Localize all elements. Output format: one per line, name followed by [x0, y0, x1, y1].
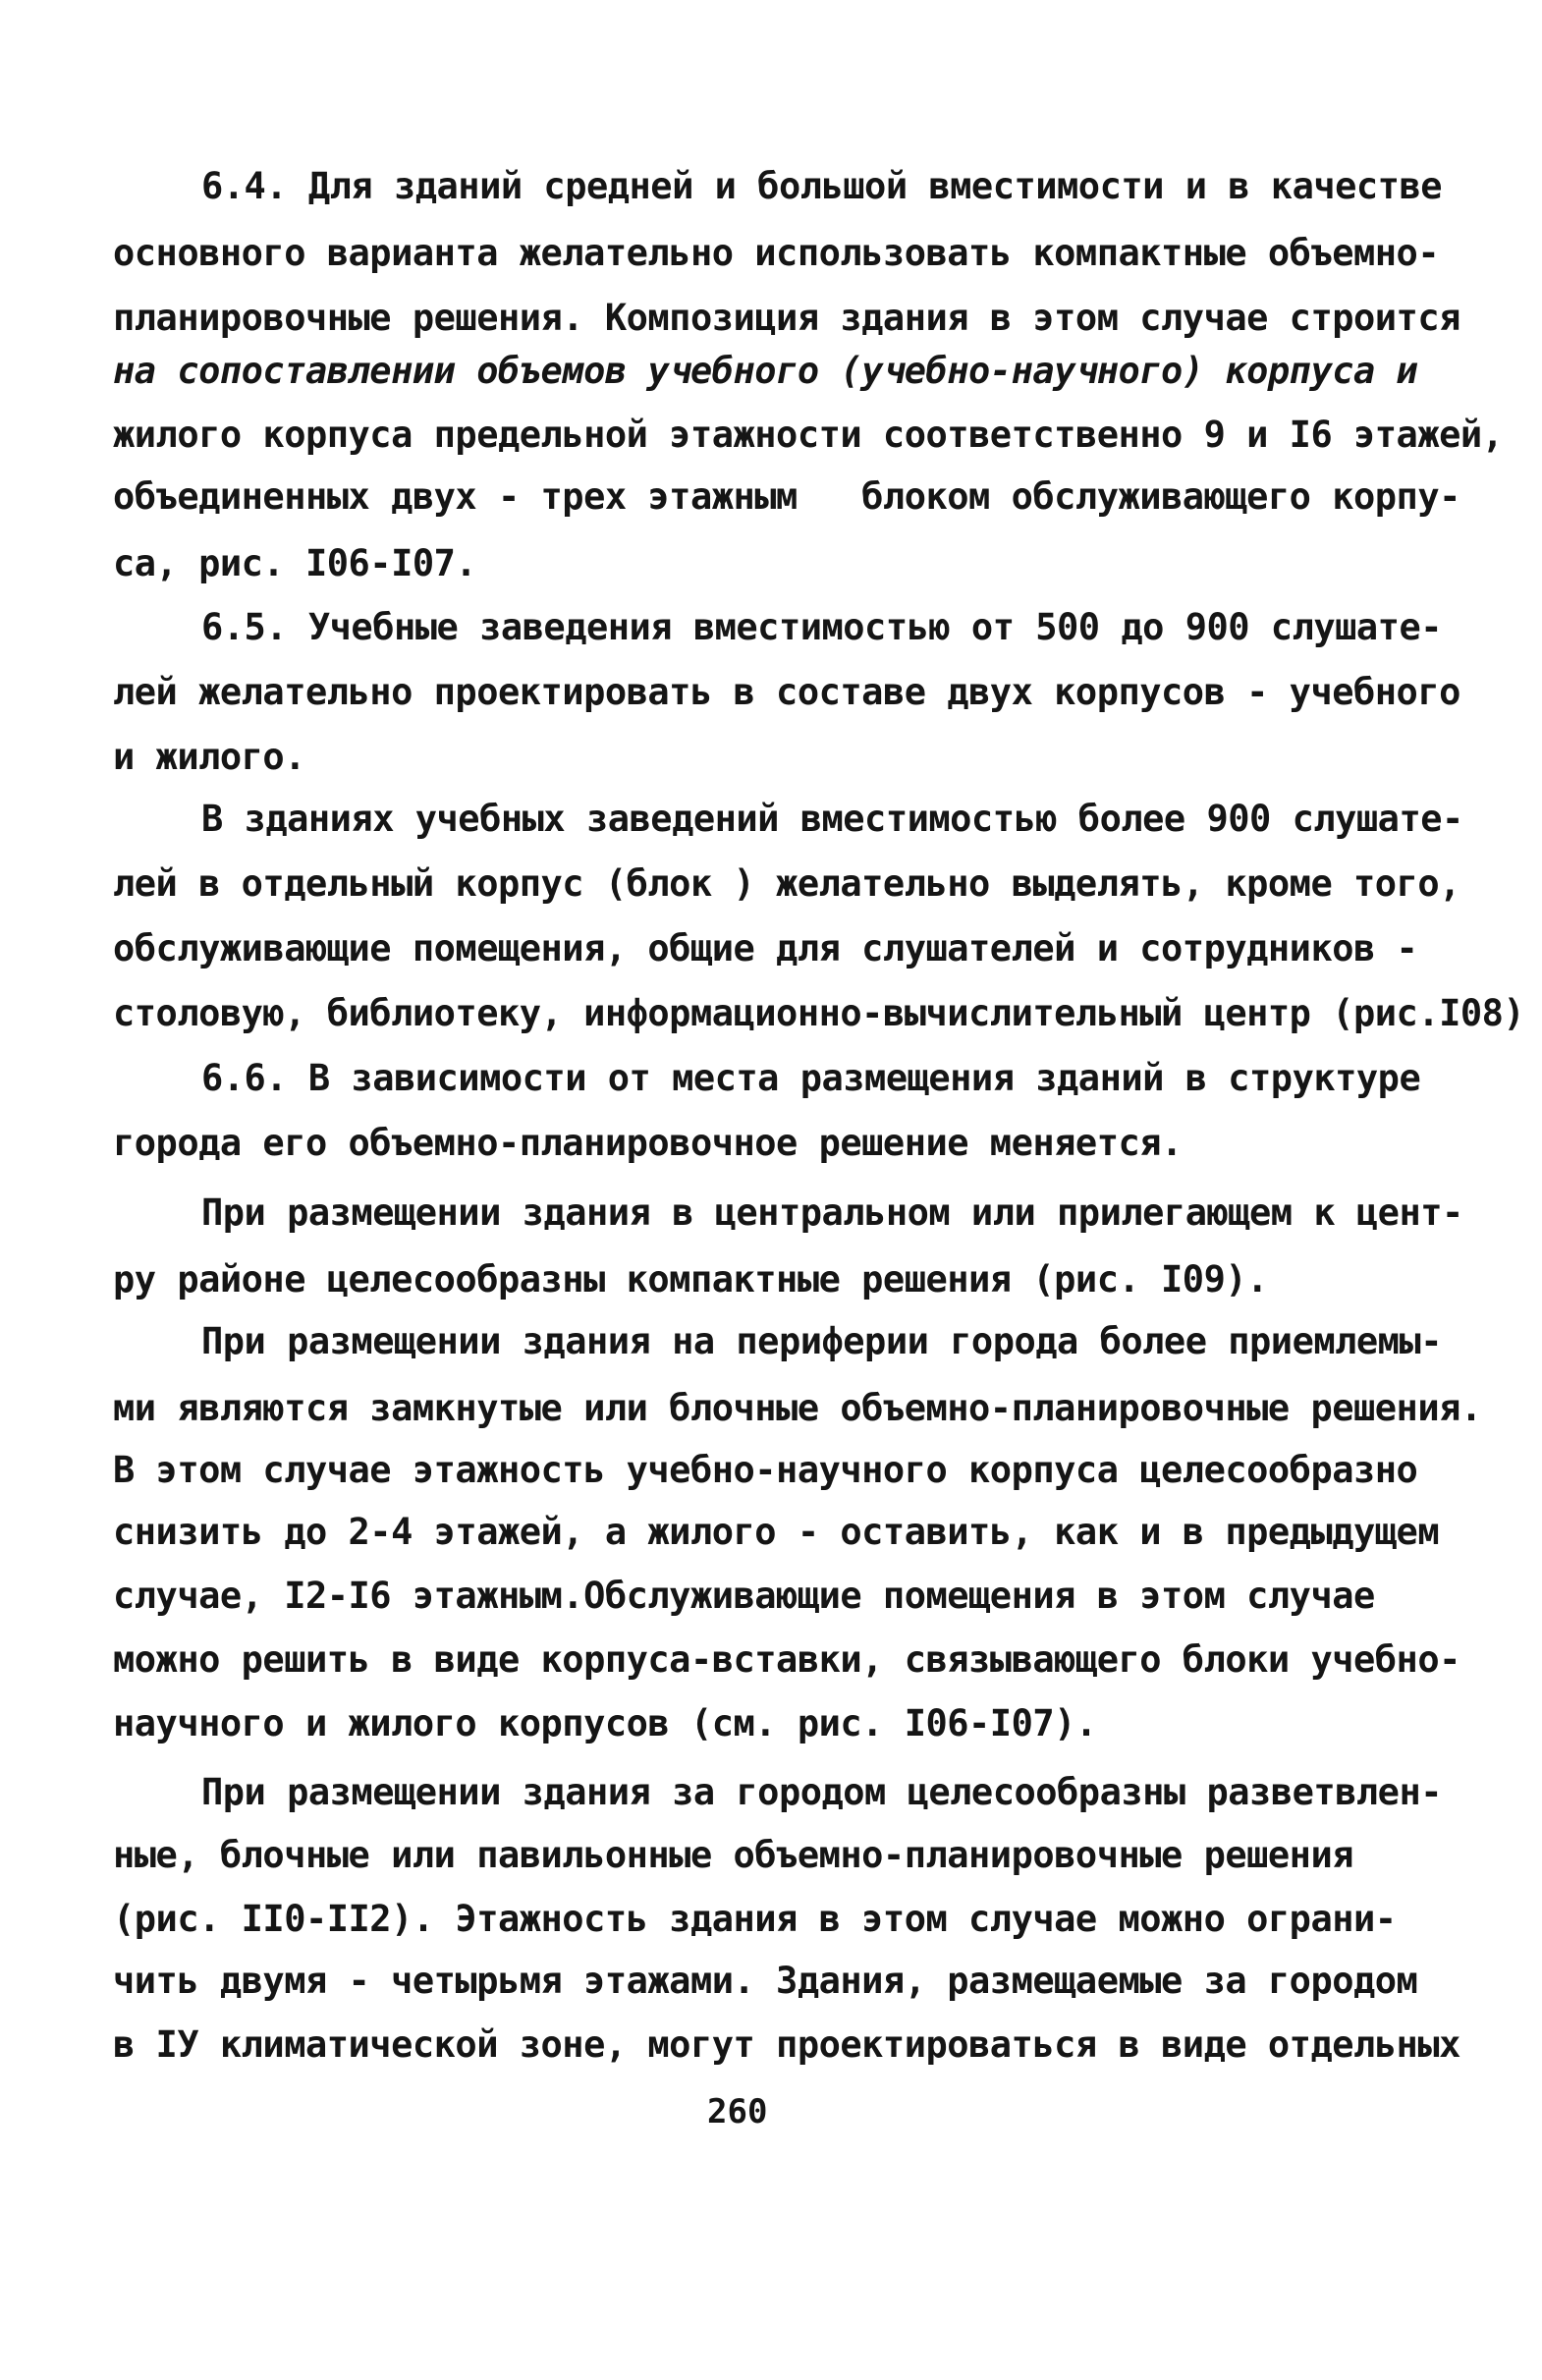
- text-line: лей в отдельный корпус (блок ) желательно выделять, кроме того,: [113, 862, 1460, 905]
- text-line: са, рис. I06-I07.: [113, 542, 477, 584]
- text-line: снизить до 2-4 этажей, а жилого - оставить, как и в предыдущем: [113, 1511, 1440, 1553]
- text-line: планировочные решения. Композиция здания в этом случае строится: [113, 297, 1460, 339]
- text-line: жилого корпуса предельной этажности соответственно 9 и I6 этажей,: [113, 414, 1504, 456]
- text-line: При размещении здания за городом целесообразны разветвлен-: [201, 1771, 1443, 1813]
- text-line: в IУ климатической зоне, могут проектироваться в виде отдельных: [113, 2023, 1460, 2066]
- text-line: При размещении здания в центральном или прилегающем к цент-: [201, 1191, 1463, 1234]
- page-number: 260: [707, 2092, 768, 2131]
- text-line: можно решить в виде корпуса-вставки, связывающего блоки учебно-: [113, 1638, 1460, 1681]
- text-line: (рис. II0-II2). Этажность здания в этом случае можно ограни-: [113, 1898, 1397, 1940]
- text-line: При размещении здания на периферии города более приемлемы-: [201, 1320, 1443, 1362]
- text-line: В зданиях учебных заведений вместимостью более 900 слушате-: [201, 798, 1463, 840]
- text-line: объединенных двух - трех этажным блоком обслуживающего корпу-: [113, 475, 1460, 518]
- text-line: В этом случае этажность учебно-научного корпуса целесообразно: [113, 1449, 1418, 1491]
- text-line: случае, I2-I6 этажным.Обслуживающие помещения в этом случае: [113, 1575, 1375, 1617]
- text-line: обслуживающие помещения, общие для слушателей и сотрудников -: [113, 927, 1418, 969]
- text-line: ми являются замкнутые или блочные объемно-планировочные решения.: [113, 1387, 1482, 1429]
- text-line: ные, блочные или павильонные объемно-планировочные решения: [113, 1834, 1354, 1876]
- text-line: научного и жилого корпусов (см. рис. I06-I07).: [113, 1702, 1097, 1744]
- text-line: лей желательно проектировать в составе двух корпусов - учебного: [113, 671, 1460, 713]
- text-line: и жилого.: [113, 736, 305, 778]
- text-line: столовую, библиотеку, информационно-вычислительный центр (рис.I08): [113, 992, 1525, 1034]
- text-line: основного варианта желательно использовать компактные объемно-: [113, 232, 1440, 274]
- text-line: 6.5. Учебные заведения вместимостью от 500 до 900 слушате-: [201, 606, 1443, 648]
- text-line: города его объемно-планировочное решение меняется.: [113, 1122, 1183, 1164]
- text-line: ру районе целесообразны компактные решения (рис. I09).: [113, 1258, 1268, 1301]
- text-line: 6.4. Для зданий средней и большой вместимости и в качестве: [201, 165, 1443, 207]
- text-line: 6.6. В зависимости от места размещения зданий в структуре: [201, 1057, 1421, 1099]
- text-line: чить двумя - четырьмя этажами. Здания, размещаемые за городом: [113, 1960, 1418, 2002]
- text-line: на сопоставлении объемов учебного (учебно-научного) корпуса и: [113, 350, 1418, 392]
